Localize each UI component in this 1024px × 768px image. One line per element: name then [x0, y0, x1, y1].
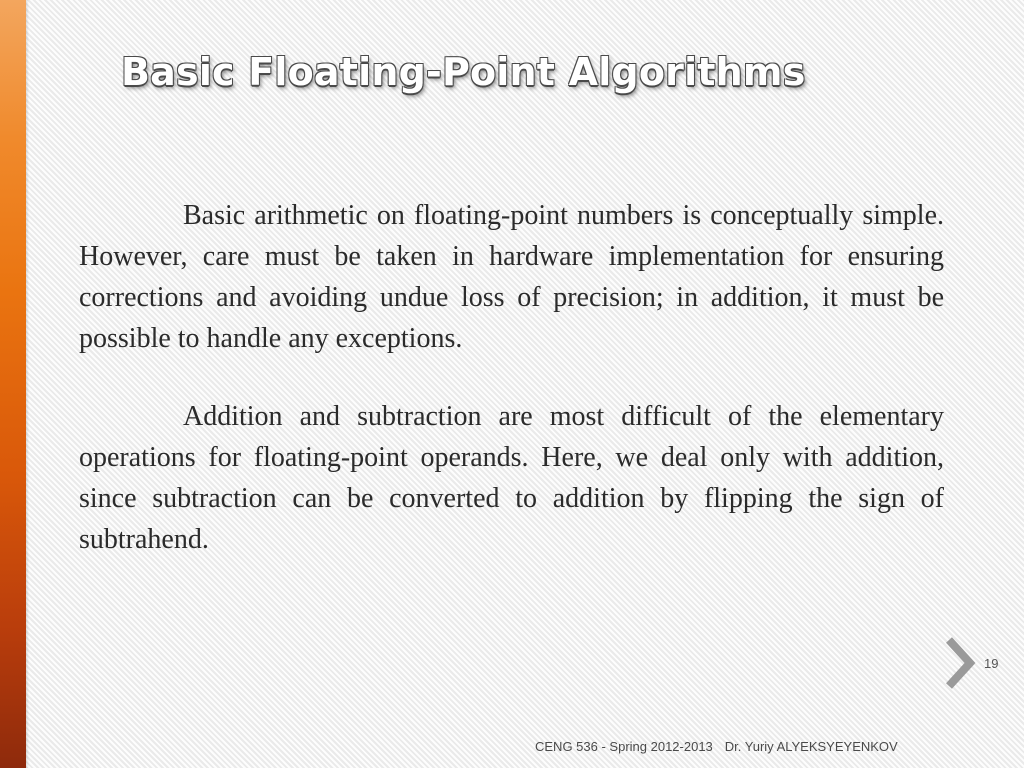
accent-side-bar	[0, 0, 26, 768]
footer-course: CENG 536 - Spring 2012-2013	[535, 739, 713, 754]
slide-number: 19	[984, 656, 999, 671]
paragraph-arithmetic: Basic arithmetic on floating-point numbers is conceptually simple. However, care must be taken in hardware implementation for ensuring corrections and avoiding undue loss of precision; in addition, it must be possible to handle any exceptions.	[79, 200, 944, 354]
slide-title: Basic Floating-Point Algorithms	[121, 50, 806, 94]
footer-author: Dr. Yuriy ALYEKSYEYENKOV	[724, 739, 898, 754]
chevron-right-icon[interactable]	[943, 636, 977, 690]
slide-footer	[535, 739, 898, 754]
paragraph-addition: Addition and subtraction are most difficult of the elementary operations for floating-point operands. Here, we deal only with addition, since subtraction can be converted to addition by flipping the sign of subtrahend.	[79, 401, 944, 555]
slide-body	[79, 195, 944, 597]
